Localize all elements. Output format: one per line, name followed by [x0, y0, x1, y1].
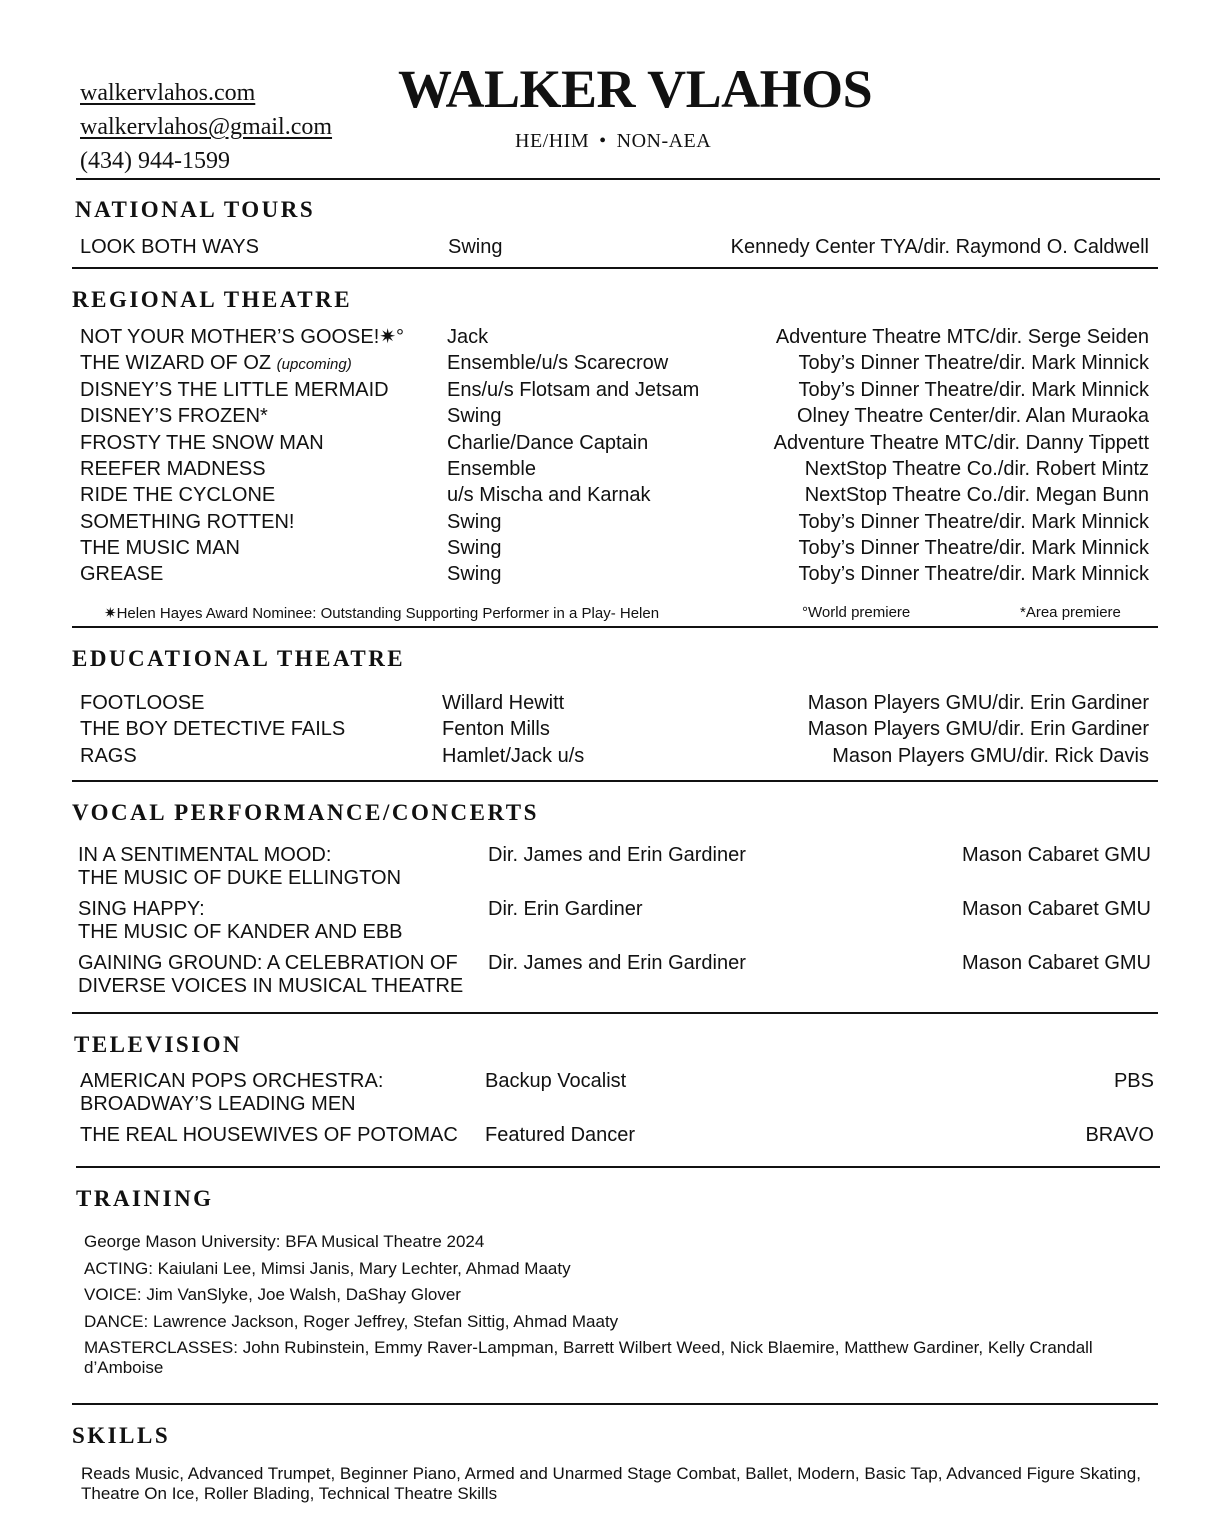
training-line: VOICE: Jim VanSlyke, Joe Walsh, DaShay Glover	[84, 1285, 461, 1304]
section-title-educational: EDUCATIONAL THEATRE	[72, 646, 406, 671]
tv-title-line1: AMERICAN POPS ORCHESTRA:	[80, 1070, 384, 1092]
venue: Mason Cabaret GMU	[962, 952, 1151, 974]
company: Toby’s Dinner Theatre/dir. Mark Minnick	[798, 511, 1149, 533]
company: Toby’s Dinner Theatre/dir. Mark Minnick	[798, 563, 1149, 585]
role: u/s Mischa and Karnak	[447, 484, 651, 506]
union-status: NON-AEA	[616, 130, 712, 152]
pronouns-line	[515, 130, 711, 153]
status-note: (upcoming)	[276, 356, 352, 373]
company: Olney Theatre Center/dir. Alan Muraoka	[796, 405, 1149, 427]
pronouns: HE/HIM	[515, 130, 590, 152]
concert-title	[78, 952, 463, 998]
show-title: FOOTLOOSE	[80, 692, 205, 714]
email-link[interactable]: walkervlahos@gmail.com	[80, 114, 333, 140]
role: Jack	[447, 326, 489, 348]
show-title-wrap	[80, 350, 352, 378]
contact-block	[80, 76, 332, 178]
training-line: ACTING: Kaiulani Lee, Mimsi Janis, Mary Lechter, Ahmad Maaty	[84, 1259, 571, 1278]
concert-title-line1: IN A SENTIMENTAL MOOD:	[78, 844, 332, 866]
show-title: THE WIZARD OF OZ	[80, 352, 272, 374]
divider	[72, 267, 1158, 269]
separator-dot: •	[599, 130, 607, 152]
venue: Mason Cabaret GMU	[962, 898, 1151, 920]
role: Backup Vocalist	[485, 1070, 627, 1092]
concert-title-line1: SING HAPPY:	[78, 898, 205, 920]
divider	[72, 1012, 1158, 1014]
concert-title-line2: DIVERSE VOICES IN MUSICAL THEATRE	[78, 975, 464, 997]
show-title: RIDE THE CYCLONE	[80, 484, 276, 506]
role: Charlie/Dance Captain	[447, 432, 649, 454]
company: Toby’s Dinner Theatre/dir. Mark Minnick	[798, 379, 1149, 401]
show-title: THE MUSIC MAN	[80, 537, 240, 559]
show-title: NOT YOUR MOTHER’S GOOSE!✷°	[80, 326, 405, 348]
divider	[76, 178, 1160, 180]
website-link[interactable]: walkervlahos.com	[80, 80, 256, 106]
role: Hamlet/Jack u/s	[442, 745, 585, 767]
role: Swing	[448, 236, 503, 258]
role: Ens/u/s Flotsam and Jetsam	[447, 379, 700, 401]
role: Ensemble	[447, 458, 536, 480]
show-title: THE BOY DETECTIVE FAILS	[80, 718, 346, 740]
company: Mason Players GMU/dir. Rick Davis	[832, 745, 1149, 767]
venue: Mason Cabaret GMU	[962, 844, 1151, 866]
performer-name: WALKER VLAHOS	[398, 59, 873, 119]
divider	[72, 626, 1158, 628]
role: Ensemble/u/s Scarecrow	[447, 352, 669, 374]
network: BRAVO	[1085, 1124, 1154, 1146]
role: Swing	[447, 537, 502, 559]
show-title: LOOK BOTH WAYS	[80, 236, 259, 258]
footnote-award: ✷Helen Hayes Award Nominee: Outstanding Supporting Performer in a Play- Helen	[104, 605, 660, 622]
company: Mason Players GMU/dir. Erin Gardiner	[807, 718, 1149, 740]
company: Toby’s Dinner Theatre/dir. Mark Minnick	[798, 352, 1149, 374]
show-title: SOMETHING ROTTEN!	[80, 511, 295, 533]
section-title-training: TRAINING	[76, 1186, 214, 1211]
footnote-area-premiere: *Area premiere	[1020, 604, 1121, 621]
skills-text: Reads Music, Advanced Trumpet, Beginner Piano, Armed and Unarmed Stage Combat, Ballet, Modern, Basic Tap, Advanced Figure Skating, Theatre On Ice, Roller Blading, Technical Theatre Skills	[81, 1464, 1141, 1503]
role: Swing	[447, 563, 502, 585]
company: NextStop Theatre Co./dir. Robert Mintz	[804, 458, 1149, 480]
company: Kennedy Center TYA/dir. Raymond O. Caldwell	[730, 236, 1149, 258]
divider	[72, 1403, 1158, 1405]
role: Willard Hewitt	[442, 692, 565, 714]
network: PBS	[1113, 1070, 1154, 1092]
section-title-television: TELEVISION	[74, 1032, 243, 1057]
show-title: REEFER MADNESS	[80, 458, 266, 480]
company: Mason Players GMU/dir. Erin Gardiner	[807, 692, 1149, 714]
role: Swing	[447, 511, 502, 533]
role: Fenton Mills	[442, 718, 550, 740]
section-title-national-tours: NATIONAL TOURS	[75, 197, 316, 222]
divider	[76, 1166, 1160, 1168]
show-title: RAGS	[80, 745, 137, 767]
show-title: DISNEY’S THE LITTLE MERMAID	[80, 379, 389, 401]
section-title-regional: REGIONAL THEATRE	[72, 287, 353, 312]
phone-number: (434) 944-1599	[80, 148, 230, 174]
concert-title-line2: THE MUSIC OF DUKE ELLINGTON	[78, 867, 402, 889]
role: Swing	[447, 405, 502, 427]
training-line: MASTERCLASSES: John Rubinstein, Emmy Raver-Lampman, Barrett Wilbert Weed, Nick Blaemire, Matthew Gardiner, Kelly Crandall d’Amboise	[84, 1338, 1093, 1377]
section-title-skills: SKILLS	[72, 1423, 171, 1448]
tv-title-line2: BROADWAY’S LEADING MEN	[80, 1093, 356, 1115]
tv-title: THE REAL HOUSEWIVES OF POTOMAC	[80, 1124, 458, 1146]
director: Dir. Erin Gardiner	[488, 898, 643, 920]
show-title: FROSTY THE SNOW MAN	[80, 432, 324, 454]
concert-title-line1: GAINING GROUND: A CELEBRATION OF	[78, 952, 458, 974]
footnote-world-premiere: °World premiere	[802, 604, 911, 621]
section-title-vocal: VOCAL PERFORMANCE/CONCERTS	[72, 800, 539, 825]
divider	[72, 780, 1158, 782]
training-line: DANCE: Lawrence Jackson, Roger Jeffrey, Stefan Sittig, Ahmad Maaty	[84, 1312, 619, 1331]
concert-title	[78, 844, 401, 890]
company: Toby’s Dinner Theatre/dir. Mark Minnick	[798, 537, 1149, 559]
training-line: George Mason University: BFA Musical Theatre 2024	[84, 1232, 485, 1251]
tv-title	[80, 1070, 383, 1116]
director: Dir. James and Erin Gardiner	[488, 844, 746, 866]
company: NextStop Theatre Co./dir. Megan Bunn	[804, 484, 1149, 506]
company: Adventure Theatre MTC/dir. Danny Tippett	[773, 432, 1149, 454]
show-title: DISNEY’S FROZEN*	[80, 405, 268, 427]
show-title: GREASE	[80, 563, 164, 585]
concert-title-line2: THE MUSIC OF KANDER AND EBB	[78, 921, 403, 943]
concert-title	[78, 898, 403, 944]
company: Adventure Theatre MTC/dir. Serge Seiden	[775, 326, 1149, 348]
role: Featured Dancer	[485, 1124, 636, 1146]
director: Dir. James and Erin Gardiner	[488, 952, 746, 974]
